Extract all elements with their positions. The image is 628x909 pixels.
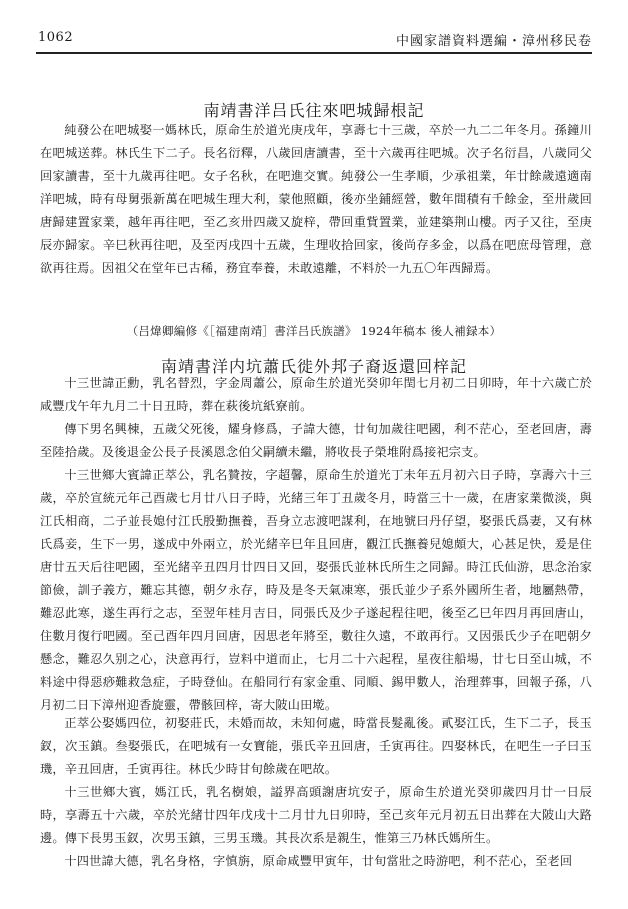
paragraph: 純發公在吧城娶一媽林氏，原命生於道光庚戌年，享壽七十三歲，卒於一九二二年冬月。孫鐘川在吧城送葬。林氏生下二子。長名衍釋，八歲回唐讀書，至十六歲再往吧城。次子名衍昌，八歲同父回家讀書，至十九歲再往吧。女子名秋，在吧進交實。純發公一生孝順，少承祖業，年廿餘歲遠適南洋吧城，時有母舅張新萬在吧城生理大利，蒙他照顧，後亦坐鋪經營，數年間積有千餘金，至卅歲回唐歸建置家業，越年再往吧，至乙亥卅四歲又旋梓，帶回重貲置業，並建築荆山樓。丙子又往，至庚辰亦歸家。辛巳秋再往吧，及至丙戌四十五歲，生理收拾回家，後尚存多金，以爲在吧庶母管理，意欲再往焉。因祖父在堂年已古稀，務宜奉養，未敢遠離，不料於一九五〇年西歸焉。: [40, 123, 592, 275]
paragraph: 傳下男名興棟，五歲父死後，耀身修爲，子諱大德，廿旬加歲往吧國，利不茫心，至老回唐，壽至陸拾歲。及後退金公長子長溪恩念伯父嗣續未繼，將收長子榮堆附爲接祀宗支。: [40, 422, 592, 459]
paragraph: 十三世鄉大賓，媽江氏，乳名樹娘，謚界高頭謝唐坑安子，原命生於道光癸卯歲四月廿一日辰時，享壽五十六歲，卒於光緒廿四年戊戌十二月廿九日卯時，至己亥年元月初五日出葬在大陂山大路邊。傳下長男玉釵，次男玉鎮，三男玉璣。其長次系是親生，惟第三乃林氏媽所生。: [40, 785, 592, 845]
source-note: （吕煒卿編修《［福建南靖］書洋吕氏族譜》 1924年稿本 後人補録本）: [126, 324, 502, 338]
paragraph: 十三世鄉大賓諱正萃公，乳名贊按，字超馨，原命生於道光丁未年五月初六日子時，享壽六十三歲，卒於宣統元年己酉歲七月廿八日子時，光緒三年丁丑歲冬月，時當三十一歲，在唐家業微淡，與江氏相商，二子並長媳付江氏殷勤撫養，吾身立志渡吧謀利，在地號曰丹仔望，娶張氏爲妻，又有林氏爲妾，生下一男，遂成中外兩立，於光緒辛巳年且回唐，觀江氏撫養兒媳頗大，心甚足快，爰是住唐廿五天后往吧國，至光緒辛丑四月廿四日又回，娶張氏並林氏所生之同歸。時江氏仙游，思念治家節儉，訓子義方，難忘其德，朝夕永存，時及是冬天氣凍寒，張氏並少子系外國所生者，地屬熱帶，難忍此寒，遂生再行之志，至翌年桂月吉日，同張氏及少子遂起程往吧，後至乙巳年四月再回唐山，住數月復行吧國。至己酉年四月回唐，因思老年將至，數往久遠，不敢再行。又因張氏少子在吧朝夕懸念，難忍久别之心，決意再行，豈料中道而止，七月二十六起程，星夜往船場，廿七日至山城，不料途中得惡痧難救急症，子時登仙。在船同行有家金重、同順、錫甲數人，治理葬事，回報子孫，八月初二日下漳州迎香旋靈，帶骸回梓，寄大陂山田墘。: [40, 468, 592, 712]
header-rule: [36, 52, 592, 54]
paragraph: 正萃公娶媽四位，初娶莊氏，未婚而故，未知何處，時當長髮亂後。貳娶江氏，生下二子，長玉釵，次玉鎮。叁娶張氏，在吧城有一女寶能，張氏辛丑回唐，壬寅再往。四娶林氏，在吧生一子曰玉璣，辛丑回唐，壬寅再往。林氏少時甘旬餘歲在吧故。: [40, 716, 592, 776]
running-header: [38, 30, 592, 52]
paragraph: 十三世諱正勳，乳名替烈，字金周蕭公，原命生於道光癸卯年閏七月初二日卯時，年十六歲亡於咸豐戊午年九月二十日丑時，葬在萩後坑紙寮前。: [40, 376, 592, 413]
book-title: 中國家譜資料選編・漳州移民卷: [395, 34, 592, 49]
section-title-lu: 南靖書洋吕氏往來吧城歸根記: [203, 101, 425, 120]
page-number: 1062: [38, 30, 74, 45]
paragraph: 十四世諱大德，乳名身格，字慎旃，原命咸豐甲寅年，廿旬當壯之時游吧，利不茫心，至老回: [64, 854, 573, 868]
section-title-xiao: 南靖書洋内坑蕭氏徙外邦子裔返還回梓記: [160, 357, 467, 376]
